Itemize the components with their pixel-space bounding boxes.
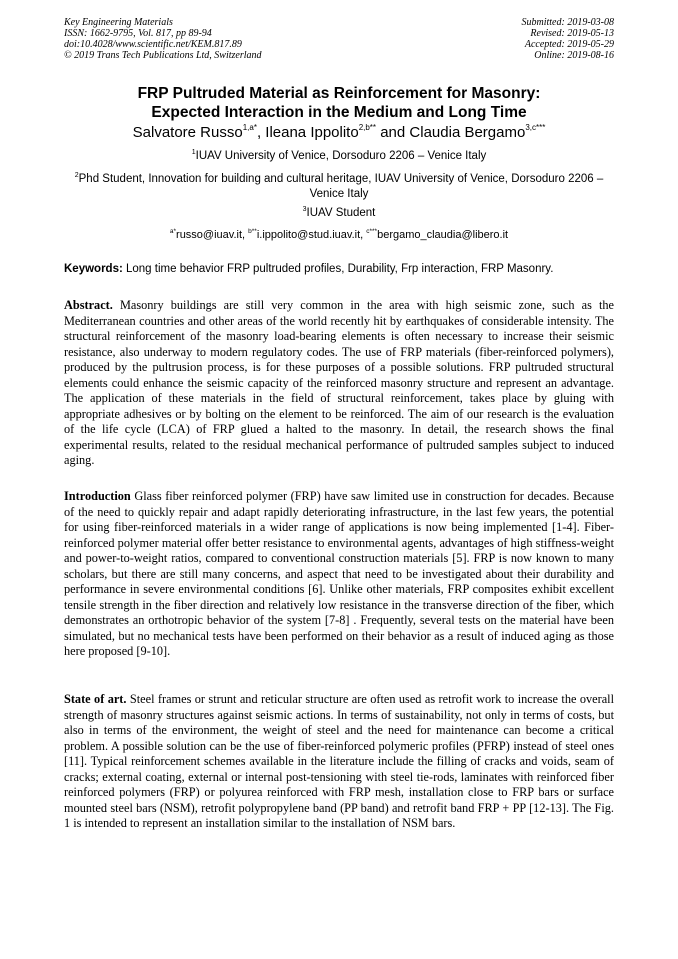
introduction-label: Introduction (64, 489, 131, 503)
email-mark: a* (169, 228, 177, 235)
affiliation-text: IUAV University of Venice, Dorsoduro 2206 – Venice Italy (195, 150, 487, 162)
affiliation-3 (64, 206, 614, 221)
title-line-2: Expected Interaction in the Medium and Long Time (151, 104, 527, 121)
author-affiliation-mark: 1,a* (242, 123, 257, 132)
author-separator: and (376, 124, 410, 141)
keywords (64, 262, 614, 277)
journal-info (64, 17, 262, 61)
state-of-art-text: Steel frames or strunt and reticular structure are often used as retrofit work to increase the overall strength of masonry structures against seismic actions. In terms of sustainability, not only in terms of costs, but also in terms of the environment, the weight of steel and the need for maintenance can become a critical problem. A possible solution can be the use of fiber-reinforced polymeric profiles (PFRP) instead of steel ones [11]. Typical reinforcement schemes available in the literature include the filling of cracks and voids, seam of cracks; external coating, external or internal post-tensioning with steel tie-rods, laminates with reinforced fiber reinforced polymers (FRP) or polyurea reinforced with FRP mesh, installation close to FRP bars or surface mounted steel bars (NSM), retrofit polypropylene band (PP band) and retrofit band FRP + PP [12-13]. The Fig. 1 is intended to represent an installation similar to the installation of NSM bars. (64, 692, 614, 830)
issn: ISSN: 1662-9795, Vol. 817, pp 89-94 (64, 28, 212, 39)
author-list (30, 124, 648, 142)
state-of-art-label: State of art. (64, 692, 127, 706)
email-address: i.ippolito@stud.iuav.it, (256, 229, 367, 241)
paper-title (40, 84, 638, 122)
affiliation-mark: 1 (191, 149, 196, 156)
journal-name: Key Engineering Materials (64, 17, 173, 28)
abstract-text: Masonry buildings are still very common in the area with high seismic zone, such as the Mediterranean countries and other areas of the world recently hit by earthquakes of considerable intensity. The structural reinforcement of the masonry load-bearing elements is often necessary to increase their seismic resistance, also underway to modern regulatory codes. The use of FRP materials (fiber-reinforced polymers), produced by the pultrusion process, is for these purposes of a possible solutions. FRP pultruded structural elements could enhance the seismic capacity of the reinforced masonry structure and represent an advantage. The application of these materials in the field of structural reinforcement, takes place by gluing with appropriate adhesives or by bolting on the element to be reinforced. The aim of our research is the evaluation of the life cycle (LCA) of FRP glued a halted to the masonry. In detail, the research shows the final experimental results, related to the residual mechanical performance of pultruded samples subject to induced aging. (64, 298, 614, 467)
author-emails (64, 228, 614, 242)
author-separator: , (256, 124, 266, 141)
author-name: Ileana Ippolito (265, 124, 359, 141)
accepted-date: Accepted: 2019-05-29 (524, 39, 614, 50)
state-of-art-paragraph (64, 692, 614, 832)
online-date: Online: 2019-08-16 (534, 50, 614, 61)
introduction-text: Glass fiber reinforced polymer (FRP) have saw limited use in construction for decades. Because of the need to quickly repair and adapt rapidly deteriorating infrastructure, in the last few years, the potential for using fiber-reinforced materials in a wider range of applications is now being implemented [1-4]. Fiber-reinforced polymer material offer better resistance to environmental agents, advantages of high stiffness-weight and power-to-weight ratios, compared to conventional construction materials [5]. FRP is now known to many scholars, but there are still many concerns, and aspect that need to be investigated about their durability and performance in severe environmental conditions [6]. Unlike other materials, FRP composites exhibit excellent tensile strength in the fiber direction and relatively low resistance in the transverse direction of the fiber, which demonstrates an orthotropic behavior of the system [7-8] . Frequently, several tests on the material have been simulated, but no mechanical tests have been performed on their behavior as a result of induced aging as those here proposed [9-10]. (64, 489, 614, 658)
email-address: bergamo_claudia@libero.it (377, 229, 509, 241)
keywords-text: Long time behavior FRP pultruded profiles, Durability, Frp interaction, FRP Masonry. (122, 263, 554, 275)
submission-dates (522, 17, 615, 61)
title-line-1: FRP Pultruded Material as Reinforcement for Masonry: (137, 85, 541, 102)
author-affiliation-mark: 2,b** (358, 123, 377, 132)
copyright: © 2019 Trans Tech Publications Ltd, Switzerland (64, 50, 262, 61)
author-affiliation-mark: 3,c*** (525, 123, 546, 132)
affiliation-2 (64, 172, 614, 202)
email-mark: c*** (366, 228, 378, 235)
keywords-label: Keywords: (64, 263, 123, 275)
abstract-label: Abstract. (64, 298, 113, 312)
affiliation-text: IUAV Student (306, 207, 376, 219)
revised-date: Revised: 2019-05-13 (530, 28, 614, 39)
affiliation-mark: 2 (74, 172, 79, 179)
email-mark: b** (248, 228, 257, 235)
doi: doi:10.4028/www.scientific.net/KEM.817.89 (64, 39, 242, 50)
affiliation-text: Phd Student, Innovation for building and cultural heritage, IUAV University of Venice, Dorsoduro 2206 – Venice Italy (78, 173, 604, 200)
affiliation-mark: 3 (302, 206, 307, 213)
author-name: Salvatore Russo (132, 124, 243, 141)
email-address: russo@iuav.it, (176, 229, 249, 241)
introduction-paragraph (64, 489, 614, 660)
submitted-date: Submitted: 2019-03-08 (521, 17, 614, 28)
abstract-paragraph (64, 298, 614, 469)
affiliation-1 (64, 149, 614, 164)
author-name: Claudia Bergamo (409, 124, 526, 141)
